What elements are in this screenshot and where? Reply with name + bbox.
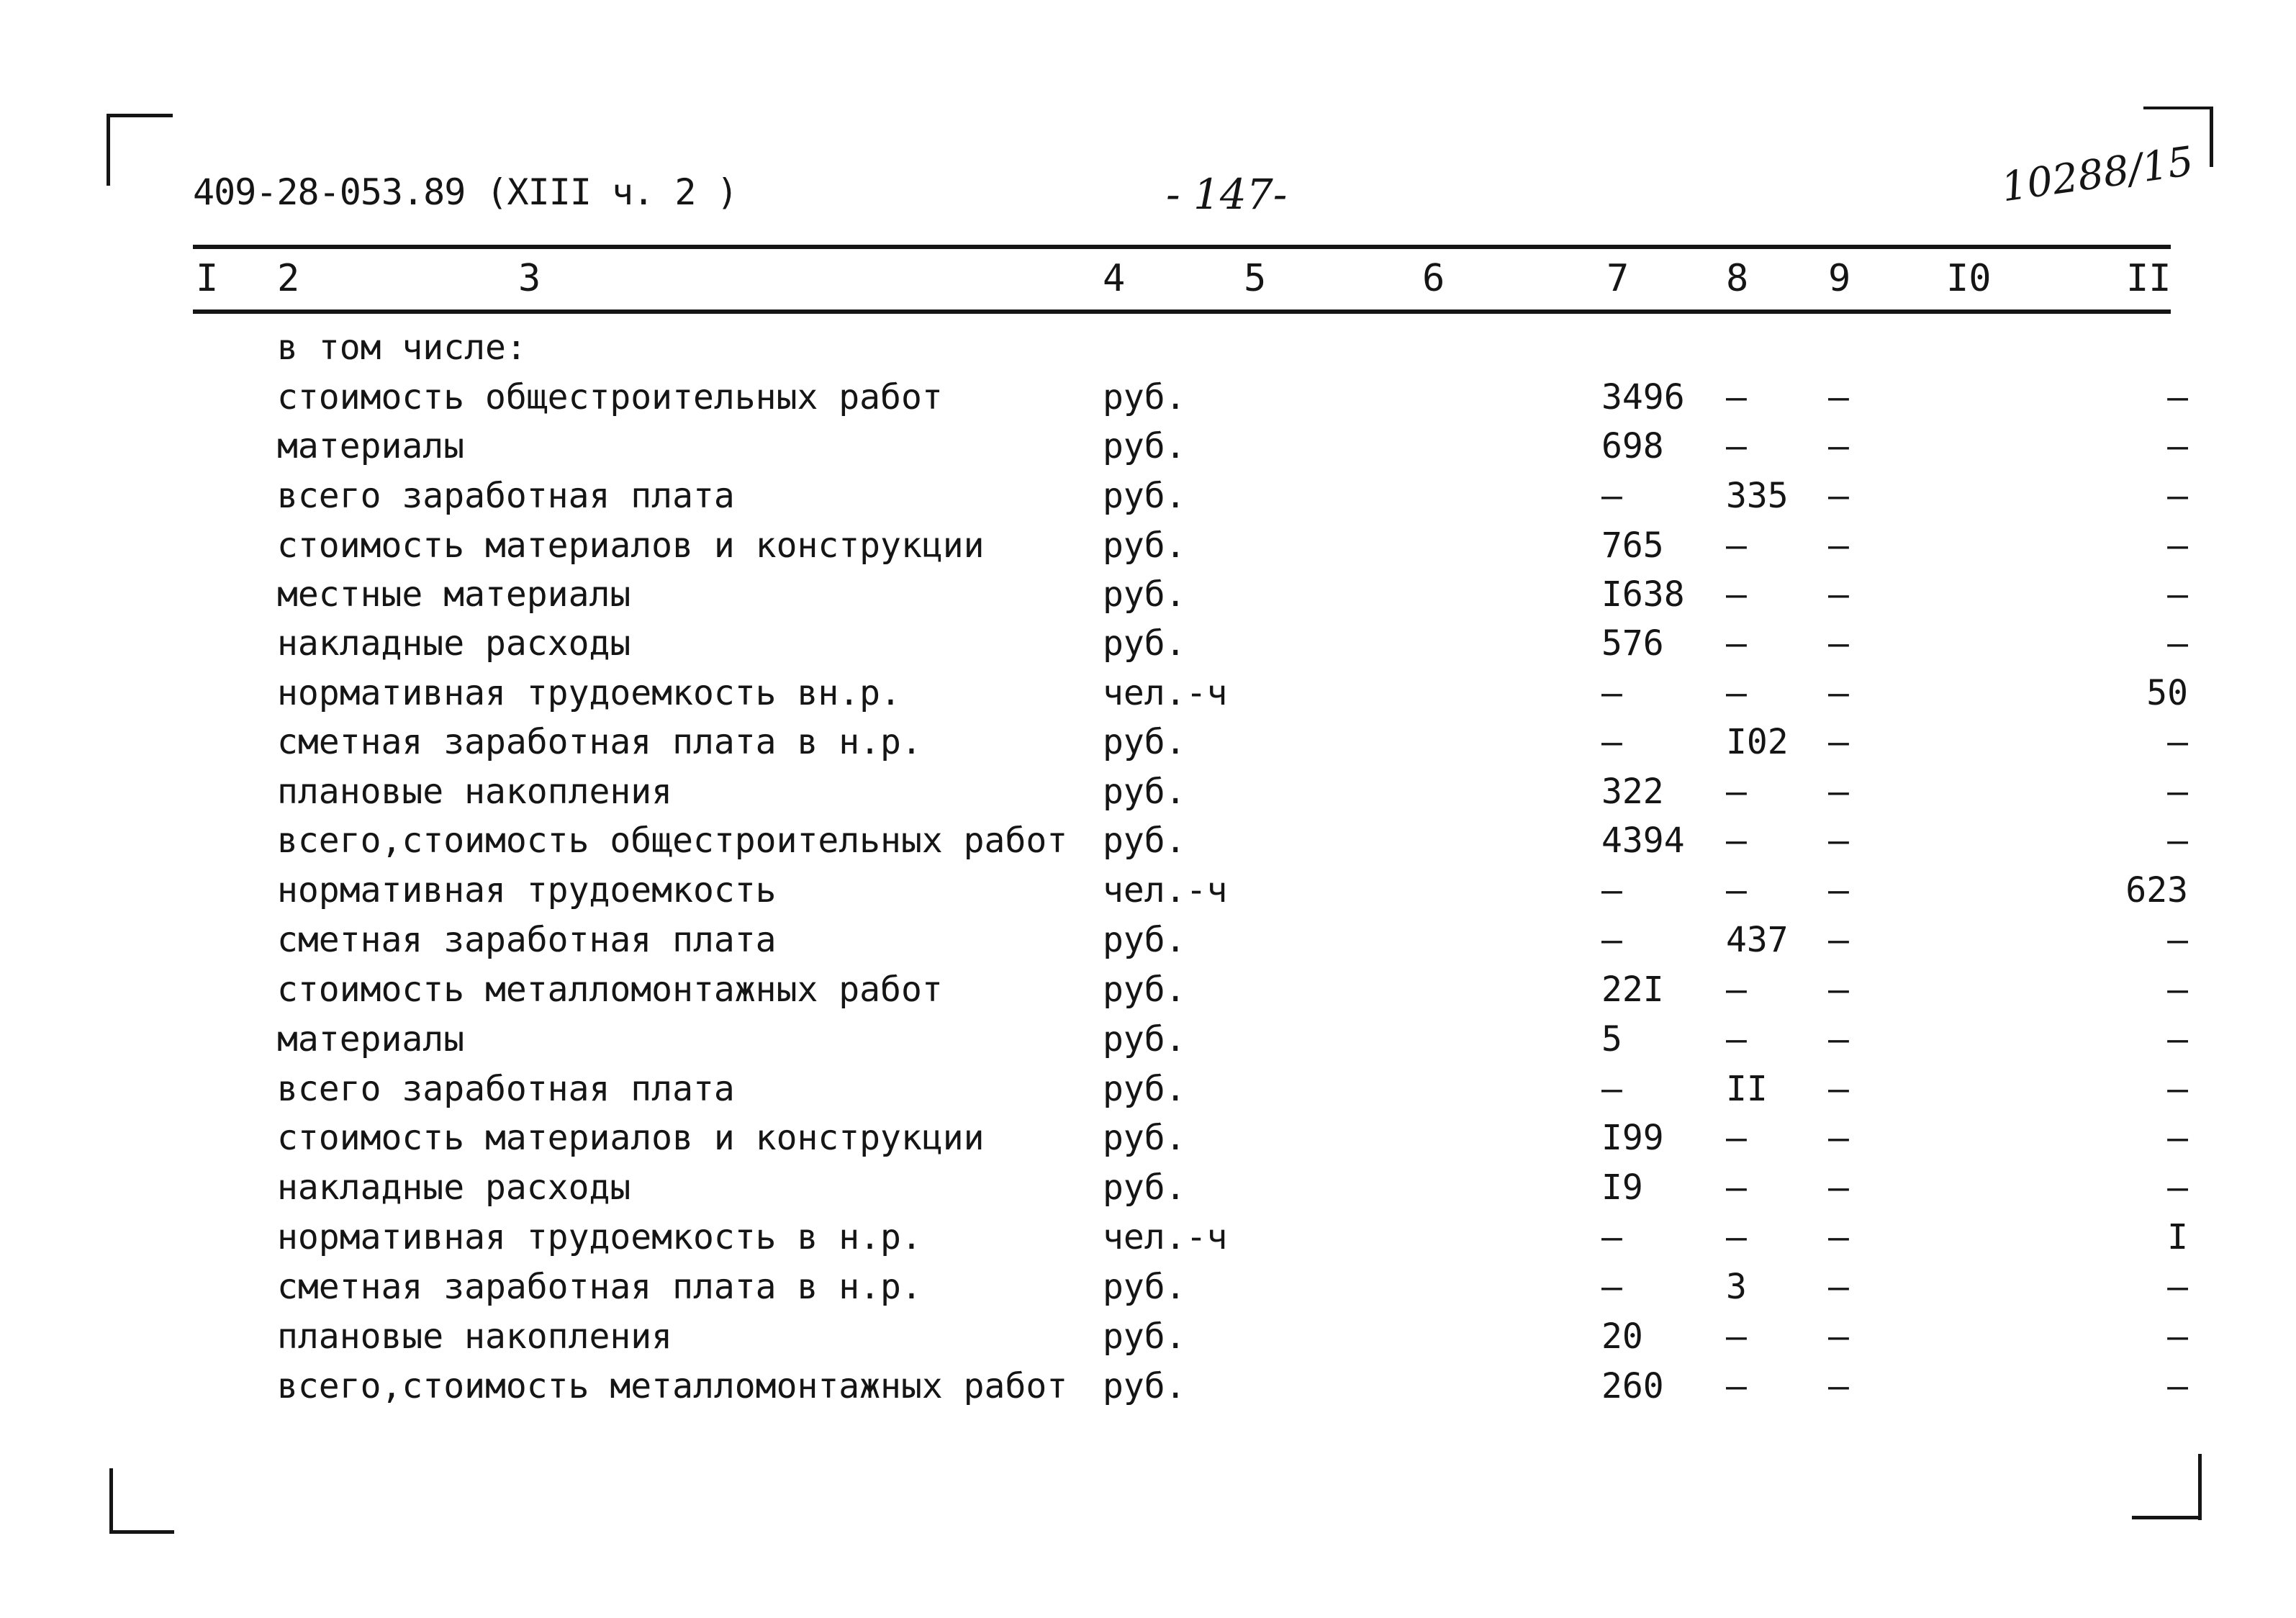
row-unit: чел.-ч xyxy=(1103,673,1228,713)
row-unit: руб. xyxy=(1103,1316,1186,1357)
table-row xyxy=(0,623,2296,672)
row-unit: руб. xyxy=(1103,1019,1186,1059)
row-col-7: I638 xyxy=(1601,574,1685,615)
row-name: сметная заработная плата в н.р. xyxy=(277,1267,922,1307)
row-col-11: – xyxy=(2167,623,2188,664)
table-row xyxy=(0,970,2296,1018)
row-unit: чел.-ч xyxy=(1103,1217,1228,1257)
row-col-11: – xyxy=(2167,377,2188,417)
corner-mark-top-left-v xyxy=(107,114,110,186)
row-col-9: – xyxy=(1828,1217,1849,1257)
row-col-11: – xyxy=(2167,1366,2188,1406)
row-col-11: – xyxy=(2167,1019,2188,1059)
row-col-8: – xyxy=(1726,673,1747,713)
row-col-9: – xyxy=(1828,1118,1849,1158)
row-col-7: 698 xyxy=(1601,426,1664,466)
row-col-8: 3 xyxy=(1726,1267,1747,1307)
row-col-9: – xyxy=(1828,772,1849,812)
row-unit: руб. xyxy=(1103,574,1186,615)
row-col-8: – xyxy=(1726,870,1747,910)
row-col-9: – xyxy=(1828,1167,1849,1208)
row-name: накладные расходы xyxy=(277,1167,631,1208)
row-col-9: – xyxy=(1828,525,1849,566)
corner-mark-bottom-right-h xyxy=(2132,1516,2201,1519)
row-col-7: – xyxy=(1601,722,1622,762)
row-col-11: – xyxy=(2167,574,2188,615)
corner-mark-bottom-right-v xyxy=(2198,1454,2202,1520)
table-row xyxy=(0,722,2296,771)
row-col-7: I9 xyxy=(1601,1167,1643,1208)
row-col-9: – xyxy=(1828,920,1849,960)
row-col-7: – xyxy=(1601,673,1622,713)
table-row xyxy=(0,1316,2296,1365)
corner-mark-top-right-v xyxy=(2210,107,2213,167)
row-col-11: – xyxy=(2167,920,2188,960)
row-col-8: – xyxy=(1726,1217,1747,1257)
row-unit: руб. xyxy=(1103,821,1186,861)
corner-mark-top-left-h xyxy=(107,114,173,117)
row-col-7: – xyxy=(1601,870,1622,910)
row-col-7: 22I xyxy=(1601,970,1664,1010)
table-row xyxy=(0,476,2296,525)
col-num-9: 9 xyxy=(1828,257,1851,300)
row-col-9: – xyxy=(1828,673,1849,713)
row-name: местные материалы xyxy=(277,574,631,615)
row-name: материалы xyxy=(277,426,465,466)
row-name: стоимость металломонтажных работ xyxy=(277,970,943,1010)
row-unit: руб. xyxy=(1103,1118,1186,1158)
row-col-11: – xyxy=(2167,1118,2188,1158)
row-col-11: 623 xyxy=(2125,870,2188,910)
row-col-9: – xyxy=(1828,426,1849,466)
row-unit: руб. xyxy=(1103,377,1186,417)
row-name: нормативная трудоемкость в н.р. xyxy=(277,1217,922,1257)
row-col-8: – xyxy=(1726,426,1747,466)
row-col-11: – xyxy=(2167,525,2188,566)
col-num-4: 4 xyxy=(1103,257,1126,300)
row-col-11: – xyxy=(2167,772,2188,812)
table-row xyxy=(0,1069,2296,1118)
table-row xyxy=(0,1019,2296,1068)
row-col-9: – xyxy=(1828,1019,1849,1059)
row-col-11: 50 xyxy=(2146,673,2188,713)
row-name: нормативная трудоемкость вн.р. xyxy=(277,673,901,713)
corner-mark-bottom-left-h xyxy=(109,1530,174,1534)
table-row xyxy=(0,1366,2296,1415)
col-num-5: 5 xyxy=(1244,257,1267,300)
row-name: сметная заработная плата в н.р. xyxy=(277,722,922,762)
row-col-9: – xyxy=(1828,377,1849,417)
row-col-7: 322 xyxy=(1601,772,1664,812)
page-number: - 147- xyxy=(1166,170,1288,219)
row-col-8: 437 xyxy=(1726,920,1789,960)
row-col-7: 3496 xyxy=(1601,377,1685,417)
row-col-7: 4394 xyxy=(1601,821,1685,861)
row-name: нормативная трудоемкость xyxy=(277,870,777,910)
row-col-11: – xyxy=(2167,1069,2188,1109)
table-header-rule xyxy=(193,309,2171,314)
row-col-8: – xyxy=(1726,1366,1747,1406)
table-row xyxy=(0,1267,2296,1316)
row-col-8: – xyxy=(1726,1316,1747,1357)
row-col-11: – xyxy=(2167,821,2188,861)
row-unit: руб. xyxy=(1103,623,1186,664)
row-name: материалы xyxy=(277,1019,465,1059)
row-unit: руб. xyxy=(1103,426,1186,466)
row-name: накладные расходы xyxy=(277,623,631,664)
row-col-7: 576 xyxy=(1601,623,1664,664)
row-name: всего,стоимость металломонтажных работ xyxy=(277,1366,1068,1406)
row-col-9: – xyxy=(1828,1316,1849,1357)
row-col-9: – xyxy=(1828,1267,1849,1307)
table-row xyxy=(0,525,2296,574)
row-col-7: – xyxy=(1601,1267,1622,1307)
row-col-9: – xyxy=(1828,623,1849,664)
col-num-2: 2 xyxy=(277,257,300,300)
col-num-6: 6 xyxy=(1422,257,1445,300)
table-row xyxy=(0,870,2296,919)
row-col-8: – xyxy=(1726,1118,1747,1158)
row-col-11: – xyxy=(2167,1167,2188,1208)
table-row xyxy=(0,1167,2296,1216)
inventory-number: 10288/15 xyxy=(1998,137,2197,212)
row-col-8: – xyxy=(1726,525,1747,566)
row-col-8: 335 xyxy=(1726,476,1789,516)
table-row xyxy=(0,772,2296,821)
row-col-8: – xyxy=(1726,1019,1747,1059)
row-col-7: 765 xyxy=(1601,525,1664,566)
table-top-rule xyxy=(193,245,2171,249)
row-col-8: – xyxy=(1726,574,1747,615)
row-col-8: – xyxy=(1726,772,1747,812)
row-col-9: – xyxy=(1828,970,1849,1010)
row-col-11: – xyxy=(2167,1267,2188,1307)
table-row xyxy=(0,673,2296,722)
row-col-9: – xyxy=(1828,1366,1849,1406)
col-num-1: I xyxy=(196,257,219,300)
row-col-8: – xyxy=(1726,821,1747,861)
row-unit: руб. xyxy=(1103,920,1186,960)
row-unit: руб. xyxy=(1103,525,1186,566)
row-unit: руб. xyxy=(1103,476,1186,516)
table-row xyxy=(0,920,2296,969)
row-col-11: – xyxy=(2167,970,2188,1010)
row-col-8: – xyxy=(1726,623,1747,664)
table-row xyxy=(0,821,2296,869)
row-col-7: 20 xyxy=(1601,1316,1643,1357)
row-unit: руб. xyxy=(1103,772,1186,812)
row-col-9: – xyxy=(1828,821,1849,861)
table-row xyxy=(0,574,2296,623)
row-name: сметная заработная плата xyxy=(277,920,777,960)
row-col-9: – xyxy=(1828,722,1849,762)
table-row xyxy=(0,377,2296,426)
row-name: плановые накопления xyxy=(277,1316,673,1357)
row-col-8: – xyxy=(1726,970,1747,1010)
row-unit: чел.-ч xyxy=(1103,870,1228,910)
row-col-11: – xyxy=(2167,1316,2188,1357)
row-col-7: – xyxy=(1601,476,1622,516)
row-col-8: II xyxy=(1726,1069,1768,1109)
table-row xyxy=(0,1118,2296,1167)
row-col-9: – xyxy=(1828,574,1849,615)
row-col-9: – xyxy=(1828,1069,1849,1109)
row-unit: руб. xyxy=(1103,722,1186,762)
row-unit: руб. xyxy=(1103,970,1186,1010)
row-col-11: I xyxy=(2167,1217,2188,1257)
row-col-7: – xyxy=(1601,1217,1622,1257)
row-col-7: – xyxy=(1601,1069,1622,1109)
row-col-11: – xyxy=(2167,426,2188,466)
row-col-7: – xyxy=(1601,920,1622,960)
row-unit: руб. xyxy=(1103,1366,1186,1406)
row-col-7: 260 xyxy=(1601,1366,1664,1406)
row-col-8: – xyxy=(1726,1167,1747,1208)
intro-text: в том числе: xyxy=(277,327,527,368)
col-num-3: 3 xyxy=(518,257,541,300)
row-unit: руб. xyxy=(1103,1069,1186,1109)
row-col-7: I99 xyxy=(1601,1118,1664,1158)
table-row xyxy=(0,426,2296,475)
row-name: стоимость материалов и конструкции xyxy=(277,1118,985,1158)
document-code: 409-28-053.89 (XIII ч. 2 ) xyxy=(193,171,738,213)
col-num-7: 7 xyxy=(1606,257,1630,300)
col-num-8: 8 xyxy=(1726,257,1749,300)
table-row xyxy=(0,1217,2296,1266)
row-name: всего заработная плата xyxy=(277,1069,735,1109)
row-col-7: 5 xyxy=(1601,1019,1622,1059)
row-name: стоимость общестроительных работ xyxy=(277,377,943,417)
col-num-10: I0 xyxy=(1946,257,1992,300)
row-col-11: – xyxy=(2167,476,2188,516)
row-name: всего,стоимость общестроительных работ xyxy=(277,821,1068,861)
col-num-11: II xyxy=(2126,257,2171,300)
row-col-8: – xyxy=(1726,377,1747,417)
row-name: стоимость материалов и конструкции xyxy=(277,525,985,566)
corner-mark-bottom-left-v xyxy=(109,1468,113,1533)
corner-mark-top-right-h xyxy=(2143,107,2213,109)
row-col-9: – xyxy=(1828,870,1849,910)
row-col-11: – xyxy=(2167,722,2188,762)
row-name: плановые накопления xyxy=(277,772,673,812)
row-unit: руб. xyxy=(1103,1167,1186,1208)
row-name: всего заработная плата xyxy=(277,476,735,516)
row-col-9: – xyxy=(1828,476,1849,516)
row-col-8: I02 xyxy=(1726,722,1789,762)
row-unit: руб. xyxy=(1103,1267,1186,1307)
